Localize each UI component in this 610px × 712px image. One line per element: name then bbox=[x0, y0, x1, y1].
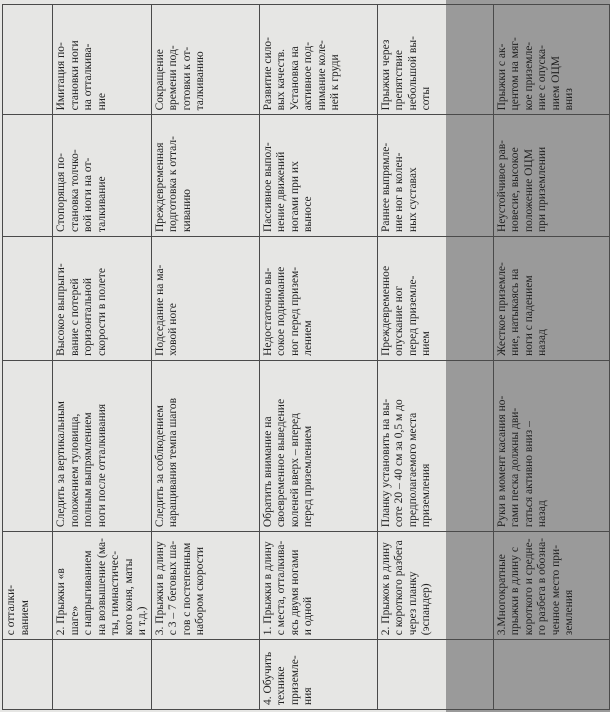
instruction-cell: Следить за вертикальным положением туловища, полным выпрямлением ноги после отталкивания bbox=[53, 360, 152, 531]
instruction-cell bbox=[3, 360, 53, 531]
cause-cell: Неустойчивое рав- новесие, высокое положение ОЦМ при приземлении bbox=[493, 115, 609, 237]
table-row bbox=[377, 5, 493, 710]
error-cell: Жесткое приземле- ние, натыкаясь на ноги с падением назад bbox=[493, 237, 609, 361]
cause-cell bbox=[3, 115, 53, 237]
stage-cell bbox=[493, 640, 609, 710]
error-cell: Подседание на ма- ховой ноге bbox=[151, 237, 259, 361]
stage-cell bbox=[151, 640, 259, 710]
error-cell: Преждевременное опускание ног перед приземле- нием bbox=[377, 237, 493, 361]
exercise-cell: 2. Прыжок в длину с короткого разбега через планку (эспандер) bbox=[377, 532, 493, 640]
table-row bbox=[3, 5, 53, 710]
correction-cell: Имитация по- становки ноги на отталкива- ние bbox=[53, 5, 152, 115]
stage-cell bbox=[377, 640, 493, 710]
correction-cell: Сокращение времени под- готовки к от- талкиванию bbox=[151, 5, 259, 115]
cause-cell: Стопорящая по- становка толчко- вой ноги на от- талкивание bbox=[53, 115, 152, 237]
exercise-cell: 3. Прыжки в длину с 3 – 7 беговых ша- гов с постепенным набором скорости bbox=[151, 532, 259, 640]
stage-cell: 4. Обучить технике приземле- ния bbox=[259, 640, 377, 710]
correction-cell: Прыжки с ак- центом на мяг- кое приземле- ние с опуска- нием ОЦМ вниз bbox=[493, 5, 609, 115]
cause-cell: Пассивное выпол- нение движений ногами при их выносе bbox=[259, 115, 377, 237]
table-row bbox=[493, 5, 609, 710]
table-row bbox=[53, 5, 152, 710]
correction-cell bbox=[3, 5, 53, 115]
instruction-cell: Руки в момент касания но- гами песка должны дви- гаться активно вниз – назад bbox=[493, 360, 609, 531]
stage-cell bbox=[3, 640, 53, 710]
correction-cell: Развитие сило- вых качеств. Установка на активное под- нимание коле- ней к груди bbox=[259, 5, 377, 115]
correction-cell: Прыжки через препятствие небольшой вы- соты bbox=[377, 5, 493, 115]
instruction-cell: Следить за соблюдением наращивания темпа шагов bbox=[151, 360, 259, 531]
error-cell: Высокое выпрыги- вание с потерей горизонтальной скорости в полете bbox=[53, 237, 152, 361]
instruction-cell: Обратить внимание на своевременное выведение коленей вверх – вперед перед приземлением bbox=[259, 360, 377, 531]
instruction-cell: Планку установить на вы- соте 20 – 40 см за 0,5 м до предполагаемого места приземления bbox=[377, 360, 493, 531]
stage-cell bbox=[53, 640, 152, 710]
exercise-cell: 1. Прыжки в длину с места, отталкива- ясь двумя ногами и одной bbox=[259, 532, 377, 640]
cause-cell: Преждевременная подготовка к оттал- киванию bbox=[151, 115, 259, 237]
exercise-cell: 3.Многократные прыжки в длину с короткого и средне- го разбега в обозна- ченное место при- земления bbox=[493, 532, 609, 640]
table-row bbox=[259, 5, 377, 710]
cause-cell: Раннее выпрямле- ние ног в колен- ных суставах bbox=[377, 115, 493, 237]
technique-training-table bbox=[2, 4, 610, 710]
exercise-cell: с отталки- ванием bbox=[3, 532, 53, 640]
error-cell bbox=[3, 237, 53, 361]
exercise-cell: 2. Прыжки «в шаге» с напрыгиванием на возвышение (ма- ты, гимнастичес- кого коня, маты и т.д.) bbox=[53, 532, 152, 640]
error-cell: Недостаточно вы- сокое поднимание ног перед призем- лением bbox=[259, 237, 377, 361]
table-row bbox=[151, 5, 259, 710]
